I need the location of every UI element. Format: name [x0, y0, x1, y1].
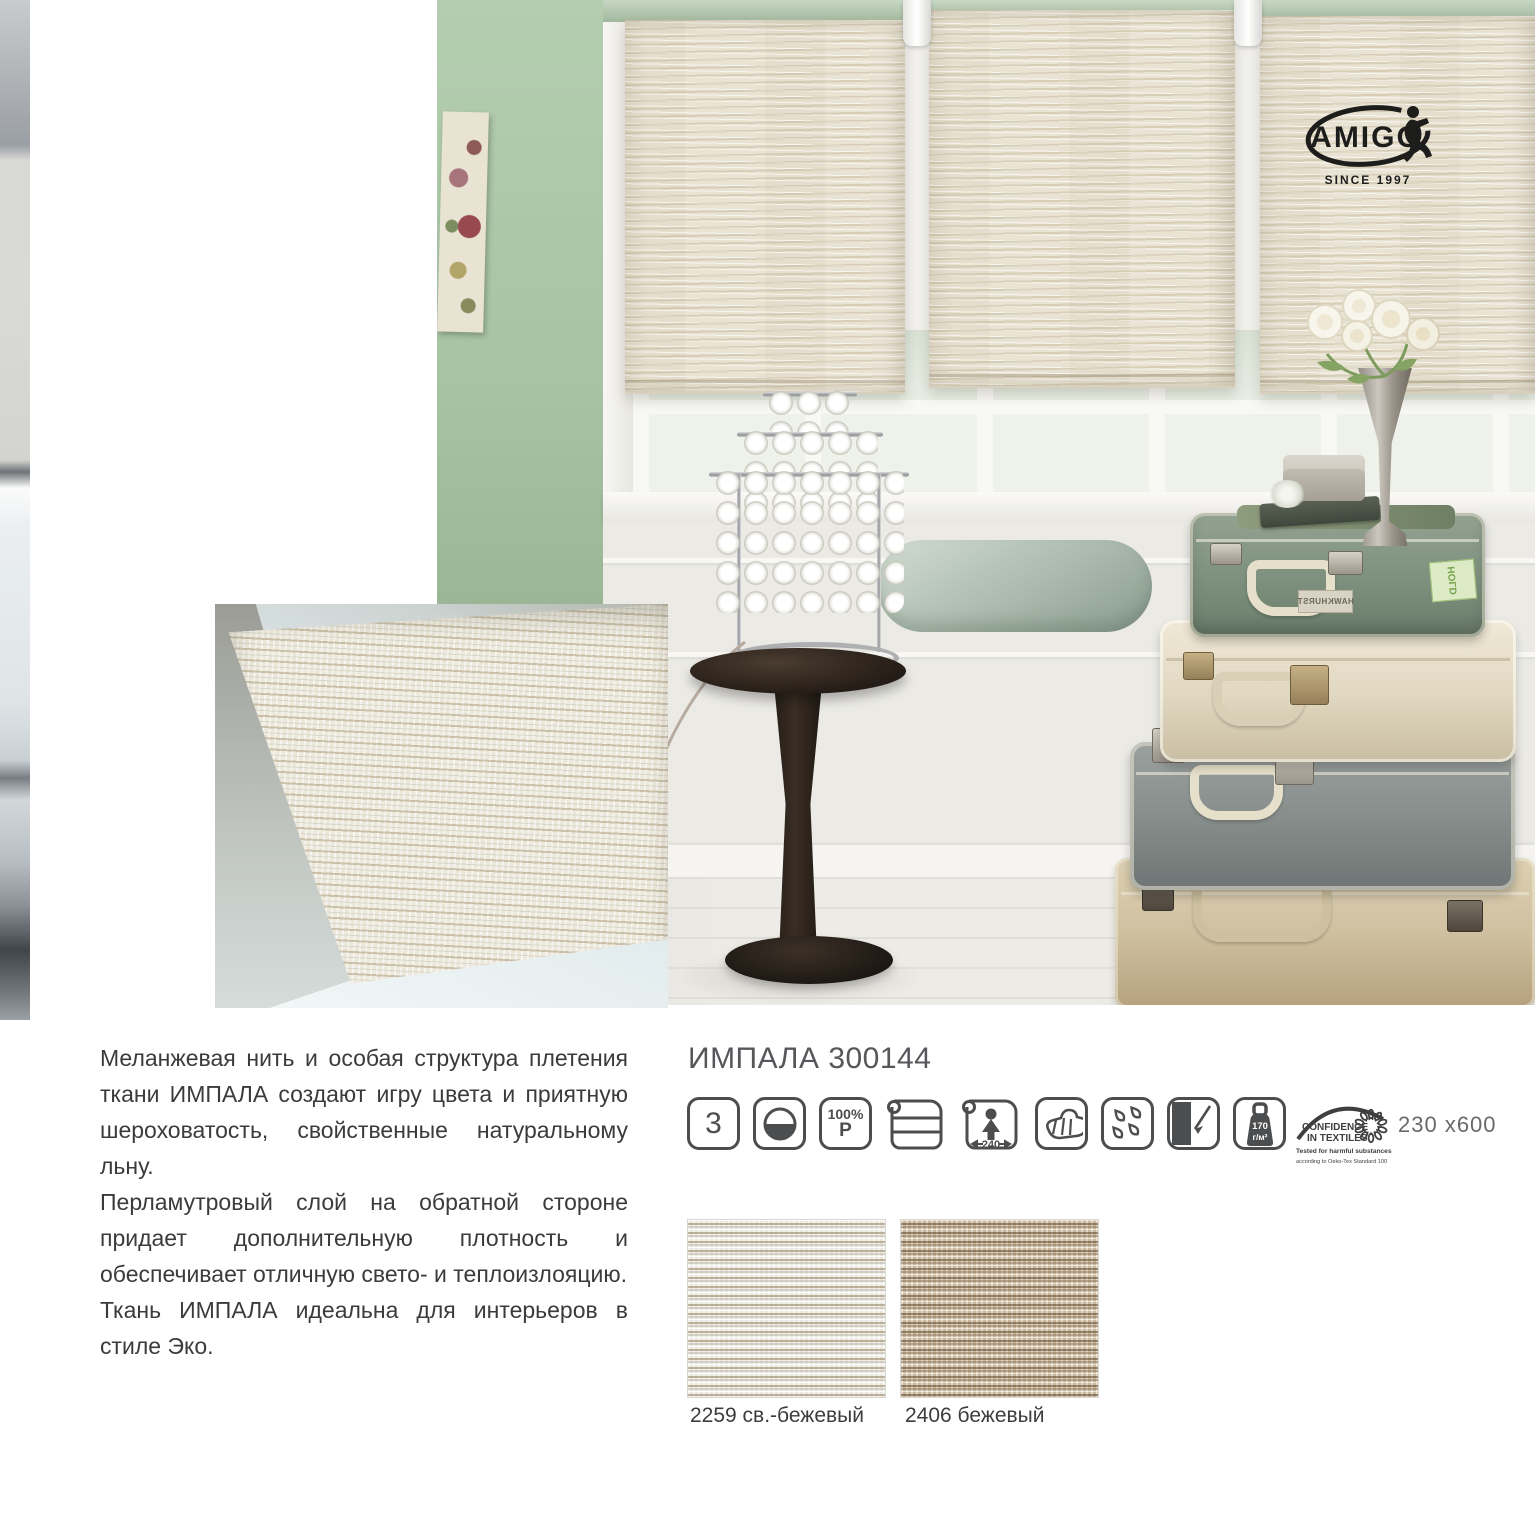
density-icon [1233, 1097, 1286, 1150]
description-paragraph: Ткань ИМПАЛА идеальна для интерьеров в стиле Эко. [100, 1297, 628, 1359]
description-paragraph: Меланжевая нить и особая структура плетения ткани ИМПАЛА создают игру цвета и приятную шероховатость, свойственные натуральному льну. [100, 1045, 628, 1179]
oeko-line3: Tested for harmful substances [1296, 1148, 1392, 1155]
oeko-line4: according to Oeko-Tex Standard 100 [1296, 1159, 1388, 1165]
colors-count-value: 3 [705, 1106, 722, 1140]
spec-icon-row [687, 1097, 1286, 1153]
suitcase-sticker: HOLD [1429, 559, 1477, 603]
runner-head-icon [1407, 106, 1419, 118]
product-title: ИМПАЛА 300144 [688, 1042, 932, 1075]
capiz-lamp-shade [714, 468, 904, 613]
suitcase-gray [1130, 742, 1515, 890]
brand-since: SINCE 1997 [1324, 173, 1412, 187]
suitcase-latch [1447, 900, 1483, 932]
fabric-swatch-2259 [687, 1219, 886, 1398]
suitcase-latch [1290, 665, 1329, 705]
colors-count-icon [687, 1097, 740, 1150]
brand-name: AMIGO [1310, 121, 1422, 154]
oeko-tex-mark [1295, 1099, 1397, 1171]
side-table-top [690, 648, 906, 694]
fabric-swatch-2406 [900, 1219, 1099, 1398]
white-succulent [1268, 480, 1306, 508]
roll-size-label: 230 x600 [1398, 1112, 1497, 1137]
suitcase-lid-line [1166, 658, 1510, 661]
max-width-value: 240 [981, 1139, 1001, 1151]
light-reflective-icon [1167, 1097, 1220, 1150]
max-width-icon [960, 1097, 1022, 1153]
description-text [100, 1040, 628, 1364]
oeko-line1: CONFIDENCE [1302, 1122, 1369, 1133]
composition-icon [819, 1097, 872, 1150]
floral-wall-art [437, 111, 489, 332]
suitcase-cream [1160, 620, 1516, 762]
fabric-closeup-photo [215, 604, 668, 1008]
suitcase-latch [1183, 652, 1214, 680]
blind-roller-tube [1234, 0, 1262, 46]
fabric-roll-icon [885, 1097, 947, 1153]
composition-material: P [839, 1120, 852, 1141]
adjacent-page-sliver [0, 0, 30, 1020]
suitcase-latch [1328, 551, 1363, 575]
composition-percent: 100% [827, 1106, 864, 1122]
white-roses [1287, 284, 1462, 414]
blind-roller-tube [903, 0, 931, 46]
sofa-cushion [877, 540, 1152, 632]
suitcase-lid-line [1196, 539, 1479, 542]
amigo-logo [1300, 90, 1448, 198]
swatch-label: 2406 бежевый [905, 1404, 1045, 1427]
wipe-clean-icon [1035, 1097, 1088, 1150]
roller-blind-2 [929, 10, 1235, 388]
oeko-line2: IN TEXTILES [1307, 1133, 1368, 1144]
roller-blind-1 [625, 20, 905, 394]
moisture-resistant-icon [1101, 1097, 1154, 1150]
table-base [725, 936, 893, 984]
density-unit: г/м² [1251, 1131, 1268, 1142]
density-value: 170 [1251, 1120, 1268, 1132]
swatch-label: 2259 св.-бежевый [690, 1404, 864, 1427]
dimout-half-circle-icon [753, 1097, 806, 1150]
suitcase-green [1190, 513, 1485, 637]
suitcase-latch [1210, 543, 1242, 565]
suitcase-handle [1190, 765, 1283, 820]
description-paragraph: Перламутровый слой на обратной стороне придает дополнительную плотность и обеспечивает отличную свето- и теплоизлояцию. [100, 1189, 628, 1287]
suitcase-tag: HAWKHURST [1298, 590, 1353, 613]
